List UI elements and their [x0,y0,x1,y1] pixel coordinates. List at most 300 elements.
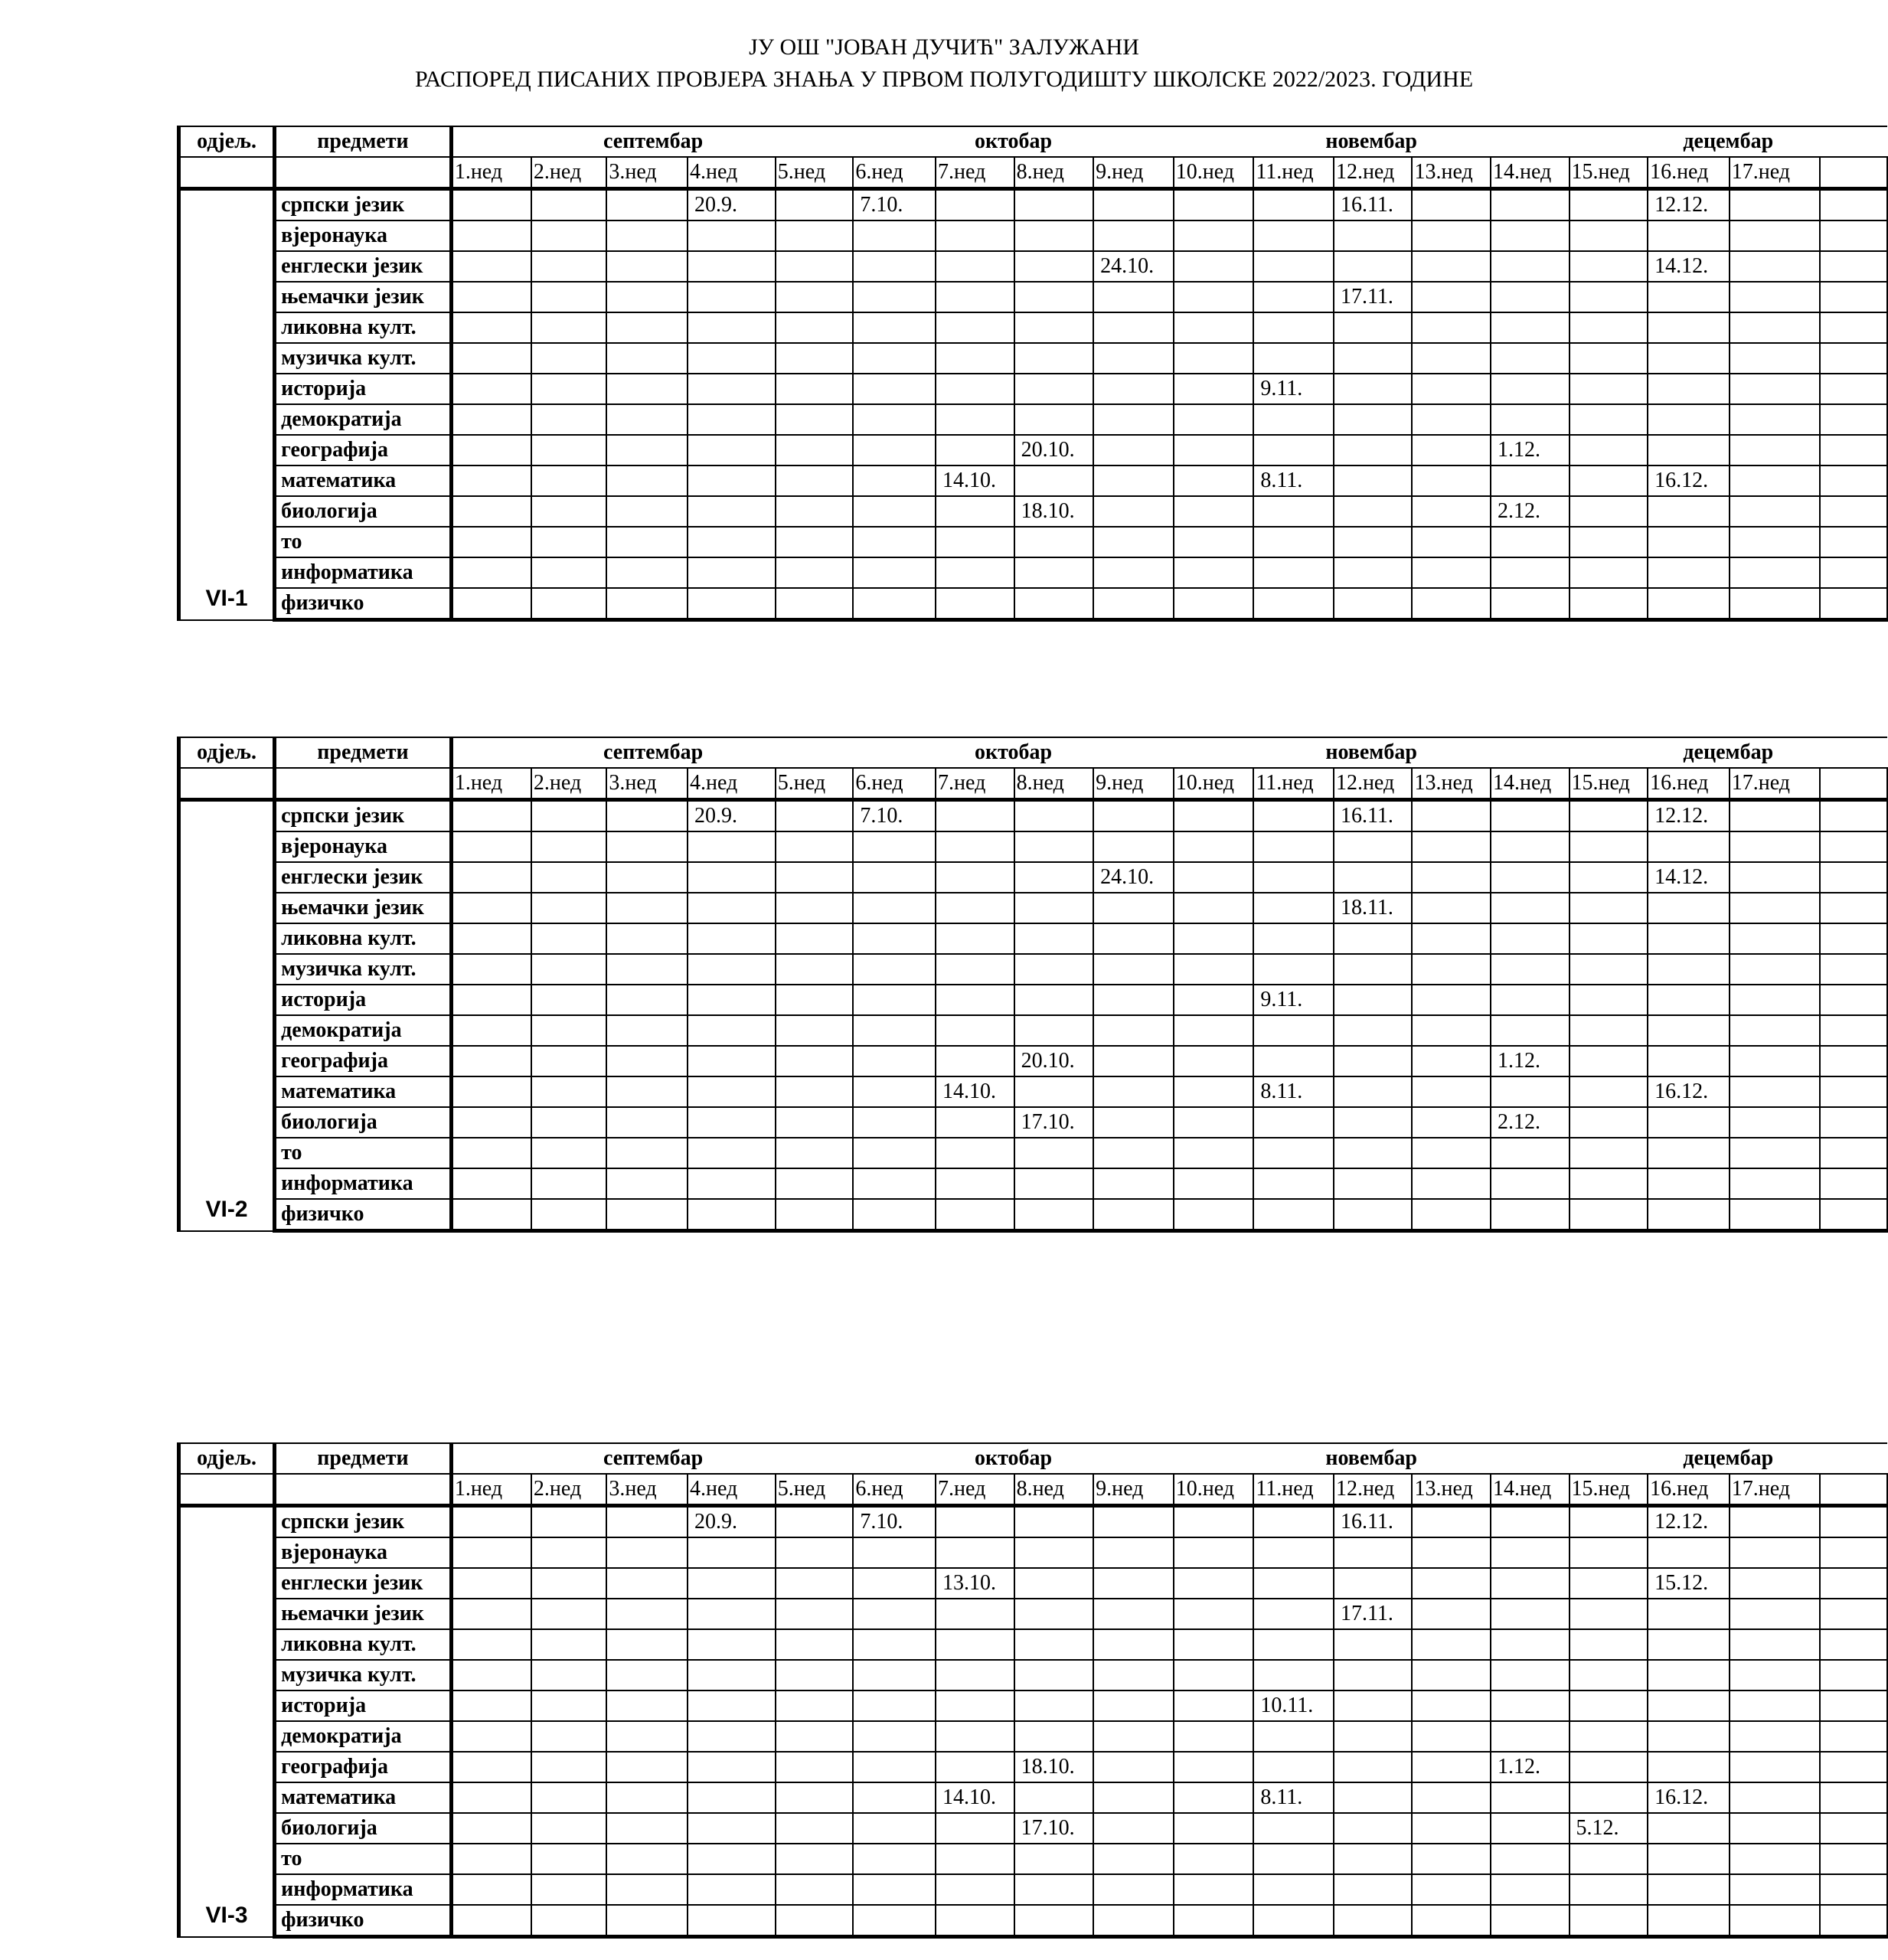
week-header: 4.нед [688,157,776,189]
week-header: 10.нед [1174,1474,1254,1506]
test-date-cell [531,1568,606,1599]
odjel-header: одјељ. [179,1443,275,1474]
test-date-cell [1648,1721,1730,1752]
test-date-cell [1570,1629,1648,1660]
test-date-cell [1412,1905,1491,1937]
month-header: октобар [853,1443,1173,1474]
test-date-cell [1174,1076,1254,1107]
test-date-cell [776,282,854,312]
table-row [179,923,1888,954]
test-date-cell [606,1138,688,1168]
test-date-cell [1730,1107,1820,1138]
table-row [179,1537,1888,1568]
test-date-cell [1253,588,1334,620]
test-date-cell [451,800,531,832]
test-date-cell [1570,1568,1648,1599]
test-date-cell [1093,1690,1174,1721]
test-date-cell [1093,1506,1174,1538]
test-date-cell [776,1752,854,1782]
table-row [179,831,1888,862]
test-date-cell [1820,1506,1887,1538]
test-date-cell [1253,282,1334,312]
test-date-cell [606,282,688,312]
test-date-cell [451,1752,531,1782]
test-date-cell [688,985,776,1015]
test-date-cell [853,527,936,557]
test-date-cell [1174,923,1254,954]
table-row [179,1506,1888,1538]
test-date-cell [1570,1752,1648,1782]
test-date-cell [1093,466,1174,496]
test-date-cell [936,1874,1014,1905]
test-date-cell [1174,831,1254,862]
test-date-cell [1570,923,1648,954]
week-header: 4.нед [688,1474,776,1506]
test-date-cell [688,1844,776,1874]
test-date-cell [1174,557,1254,588]
test-date-cell [1014,1721,1094,1752]
subjects-header: предмети [275,126,452,157]
table-row [179,374,1888,404]
test-date-cell [1412,1874,1491,1905]
test-date-cell [1174,1782,1254,1813]
test-date-cell [1093,588,1174,620]
test-date-cell [1412,831,1491,862]
test-date-cell [1093,374,1174,404]
test-date-cell [451,1046,531,1076]
test-date-cell [1570,1046,1648,1076]
subject-name: вјеронаука [275,220,452,251]
test-date-cell [1491,1813,1570,1844]
test-date-cell [1730,1199,1820,1231]
test-date-cell [936,1844,1014,1874]
empty-header-cell [179,768,275,800]
test-date-cell [688,923,776,954]
test-date-cell [1253,1752,1334,1782]
test-date-cell [1412,1107,1491,1138]
test-date-cell [776,374,854,404]
test-date-cell [853,954,936,985]
test-date-cell [1334,831,1413,862]
subject-name: енглески језик [275,862,452,893]
test-date-cell [1491,923,1570,954]
test-date-cell [1093,1168,1174,1199]
test-date-cell [451,496,531,527]
week-header: 3.нед [606,157,688,189]
test-date-cell [1174,312,1254,343]
test-date-cell [531,1905,606,1937]
test-date-cell [776,1138,854,1168]
test-date-cell [1820,1076,1887,1107]
test-date-cell [1491,527,1570,557]
test-date-cell [1570,1537,1648,1568]
test-date-cell [853,1599,936,1629]
test-date-cell [776,1076,854,1107]
month-header: септембар [451,737,853,768]
test-date-cell [1093,404,1174,435]
test-date-cell [1174,251,1254,282]
test-date-cell [531,251,606,282]
week-header: 7.нед [936,157,1014,189]
test-date-cell [1253,1844,1334,1874]
test-date-cell [1253,1046,1334,1076]
test-date-cell [1014,985,1094,1015]
test-date-cell [1093,800,1174,832]
test-date-cell [1412,282,1491,312]
test-date-cell: 10.11. [1253,1690,1334,1721]
subject-name: математика [275,1782,452,1813]
test-date-cell [531,1874,606,1905]
test-date-cell [936,1199,1014,1231]
school-title: ЈУ ОШ "ЈОВАН ДУЧИЋ" ЗАЛУЖАНИ [749,34,1139,60]
test-date-cell [531,1138,606,1168]
test-date-cell: 16.12. [1648,466,1730,496]
test-date-cell [1253,1015,1334,1046]
test-date-cell [936,1046,1014,1076]
test-date-cell [1014,1782,1094,1813]
subject-name: српски језик [275,1506,452,1538]
subject-name: математика [275,466,452,496]
week-header: 6.нед [853,157,936,189]
test-date-cell [776,893,854,923]
test-date-cell [1014,220,1094,251]
test-date-cell [1412,1506,1491,1538]
test-date-cell [776,923,854,954]
test-date-cell [1491,374,1570,404]
test-date-cell [1648,1015,1730,1046]
schedule-table [177,126,1888,622]
subject-name: историја [275,374,452,404]
subject-name: демократија [275,1721,452,1752]
test-date-cell [1412,1168,1491,1199]
test-date-cell [1648,374,1730,404]
test-date-cell [1253,1721,1334,1752]
subject-name: демократија [275,404,452,435]
test-date-cell [853,435,936,466]
test-date-cell [606,1199,688,1231]
table-row [179,862,1888,893]
test-date-cell [936,1752,1014,1782]
test-date-cell: 16.11. [1334,189,1413,221]
week-header: 13.нед [1412,1474,1491,1506]
test-date-cell: 17.10. [1014,1107,1094,1138]
test-date-cell [853,1690,936,1721]
test-date-cell [1093,1015,1174,1046]
test-date-cell [1648,282,1730,312]
test-date-cell [1730,1046,1820,1076]
test-date-cell [451,923,531,954]
test-date-cell [606,1721,688,1752]
test-date-cell [1730,1629,1820,1660]
test-date-cell [531,312,606,343]
week-header: 11.нед [1253,157,1334,189]
test-date-cell [451,1107,531,1138]
test-date-cell [776,1844,854,1874]
test-date-cell [531,1844,606,1874]
test-date-cell [1570,404,1648,435]
test-date-cell [531,1046,606,1076]
test-date-cell [1014,893,1094,923]
test-date-cell [1648,1537,1730,1568]
test-date-cell [1412,954,1491,985]
test-date-cell [688,1015,776,1046]
test-date-cell [688,312,776,343]
subject-name: њемачки језик [275,893,452,923]
test-date-cell [776,220,854,251]
week-header: 2.нед [531,1474,606,1506]
test-date-cell [1253,1506,1334,1538]
test-date-cell [606,1690,688,1721]
test-date-cell [688,862,776,893]
test-date-cell [531,496,606,527]
test-date-cell [936,588,1014,620]
test-date-cell [1491,1721,1570,1752]
test-date-cell [936,1015,1014,1046]
test-date-cell [1014,862,1094,893]
test-date-cell [776,404,854,435]
test-date-cell [1412,1782,1491,1813]
test-date-cell [1334,251,1413,282]
test-date-cell [1093,954,1174,985]
test-date-cell [1334,374,1413,404]
test-date-cell [1820,1199,1887,1231]
table-row [179,1844,1888,1874]
test-date-cell [606,588,688,620]
test-date-cell [606,251,688,282]
test-date-cell [1491,893,1570,923]
test-date-cell [1334,1076,1413,1107]
test-date-cell [1648,1690,1730,1721]
week-header: 11.нед [1253,1474,1334,1506]
test-date-cell [1412,1537,1491,1568]
test-date-cell [1174,985,1254,1015]
test-date-cell [1174,1199,1254,1231]
test-date-cell [853,496,936,527]
test-date-cell [1174,343,1254,374]
test-date-cell [451,1813,531,1844]
test-date-cell [1491,954,1570,985]
test-date-cell [451,1537,531,1568]
test-date-cell [1491,1015,1570,1046]
table-row [179,800,1888,832]
test-date-cell [1174,1721,1254,1752]
test-date-cell [451,1721,531,1752]
test-date-cell [606,374,688,404]
test-date-cell [606,435,688,466]
test-date-cell [776,1782,854,1813]
test-date-cell [1334,1168,1413,1199]
test-date-cell [1253,1905,1334,1937]
test-date-cell [776,435,854,466]
test-date-cell [688,1813,776,1844]
test-date-cell [1014,1844,1094,1874]
test-date-cell: 9.11. [1253,985,1334,1015]
test-date-cell [1014,404,1094,435]
test-date-cell [1334,435,1413,466]
month-header: септембар [451,126,853,157]
test-date-cell [1820,527,1887,557]
test-date-cell [1491,1844,1570,1874]
test-date-cell [1253,862,1334,893]
week-header [1820,157,1887,189]
test-date-cell [853,1721,936,1752]
test-date-cell [531,466,606,496]
month-header: децембар [1570,1443,1887,1474]
test-date-cell [1820,435,1887,466]
subject-name: то [275,1844,452,1874]
test-date-cell [1174,282,1254,312]
test-date-cell [853,1168,936,1199]
test-date-cell [1648,923,1730,954]
test-date-cell [606,527,688,557]
test-date-cell [1014,954,1094,985]
test-date-cell [1820,862,1887,893]
test-date-cell [531,1629,606,1660]
test-date-cell [1730,374,1820,404]
test-date-cell [1093,220,1174,251]
test-date-cell [853,1629,936,1660]
subject-name: географија [275,435,452,466]
test-date-cell [1820,557,1887,588]
test-date-cell [531,862,606,893]
test-date-cell [1412,1076,1491,1107]
month-header: октобар [853,737,1173,768]
test-date-cell [1820,251,1887,282]
test-date-cell [936,1168,1014,1199]
test-date-cell [1570,1599,1648,1629]
test-date-cell [1253,1874,1334,1905]
month-header: новембар [1174,737,1570,768]
test-date-cell [1412,343,1491,374]
test-date-cell [1093,1046,1174,1076]
table-row [179,466,1888,496]
table-row [179,343,1888,374]
test-date-cell [1820,954,1887,985]
test-date-cell [531,954,606,985]
test-date-cell [1570,1660,1648,1690]
subject-name: математика [275,1076,452,1107]
class-label: VI-2 [179,800,275,1231]
test-date-cell [853,1874,936,1905]
test-date-cell [1093,527,1174,557]
test-date-cell [1334,954,1413,985]
test-date-cell [1253,189,1334,221]
test-date-cell: 12.12. [1648,189,1730,221]
test-date-cell [1014,588,1094,620]
test-date-cell [1334,1015,1413,1046]
class-label: VI-3 [179,1506,275,1937]
subject-name: ликовна култ. [275,923,452,954]
test-date-cell [1648,435,1730,466]
test-date-cell [688,374,776,404]
empty-header-cell [179,157,275,189]
test-date-cell [1174,1752,1254,1782]
test-date-cell [1253,1138,1334,1168]
test-date-cell [1334,1660,1413,1690]
week-header: 1.нед [451,1474,531,1506]
test-date-cell [1820,1690,1887,1721]
test-date-cell [1491,1568,1570,1599]
test-date-cell [1334,1905,1413,1937]
test-date-cell: 14.12. [1648,251,1730,282]
week-header: 12.нед [1334,157,1413,189]
test-date-cell [1648,1844,1730,1874]
test-date-cell [451,282,531,312]
test-date-cell: 20.10. [1014,1046,1094,1076]
test-date-cell [936,862,1014,893]
test-date-cell [1253,1199,1334,1231]
test-date-cell [776,1599,854,1629]
table-row [179,954,1888,985]
test-date-cell [776,862,854,893]
test-date-cell [853,374,936,404]
test-date-cell [1014,1905,1094,1937]
week-header: 17.нед [1730,157,1820,189]
week-header: 1.нед [451,157,531,189]
table-row [179,527,1888,557]
test-date-cell [1730,1138,1820,1168]
test-date-cell [1093,1660,1174,1690]
test-date-cell [1334,1752,1413,1782]
test-date-cell [1820,343,1887,374]
test-date-cell [606,404,688,435]
test-date-cell [606,862,688,893]
test-date-cell [688,251,776,282]
test-date-cell [1093,1568,1174,1599]
test-date-cell: 1.12. [1491,1046,1570,1076]
test-date-cell [606,1015,688,1046]
test-date-cell [451,343,531,374]
test-date-cell [688,496,776,527]
test-date-cell: 18.10. [1014,1752,1094,1782]
test-date-cell [1730,1599,1820,1629]
test-date-cell [688,220,776,251]
test-date-cell [776,1874,854,1905]
test-date-cell [451,189,531,221]
test-date-cell [853,1138,936,1168]
test-date-cell [1570,1721,1648,1752]
test-date-cell [1253,435,1334,466]
test-date-cell: 20.9. [688,189,776,221]
test-date-cell [531,1107,606,1138]
test-date-cell [1820,1660,1887,1690]
test-date-cell [1412,1660,1491,1690]
test-date-cell [1730,1752,1820,1782]
test-date-cell [1648,220,1730,251]
test-date-cell [936,189,1014,221]
test-date-cell [936,954,1014,985]
test-date-cell [936,374,1014,404]
test-date-cell [776,1015,854,1046]
test-date-cell [1730,220,1820,251]
test-date-cell [1648,893,1730,923]
test-date-cell [1491,1537,1570,1568]
test-date-cell [1648,1199,1730,1231]
test-date-cell [1334,1629,1413,1660]
test-date-cell [531,800,606,832]
test-date-cell [1253,527,1334,557]
test-date-cell [1491,831,1570,862]
test-date-cell [1093,1844,1174,1874]
test-date-cell [1174,800,1254,832]
table-row [179,404,1888,435]
test-date-cell [1014,189,1094,221]
test-date-cell [451,1568,531,1599]
week-header: 14.нед [1491,157,1570,189]
month-header: септембар [451,1443,853,1474]
test-date-cell [1648,312,1730,343]
test-date-cell [1174,893,1254,923]
